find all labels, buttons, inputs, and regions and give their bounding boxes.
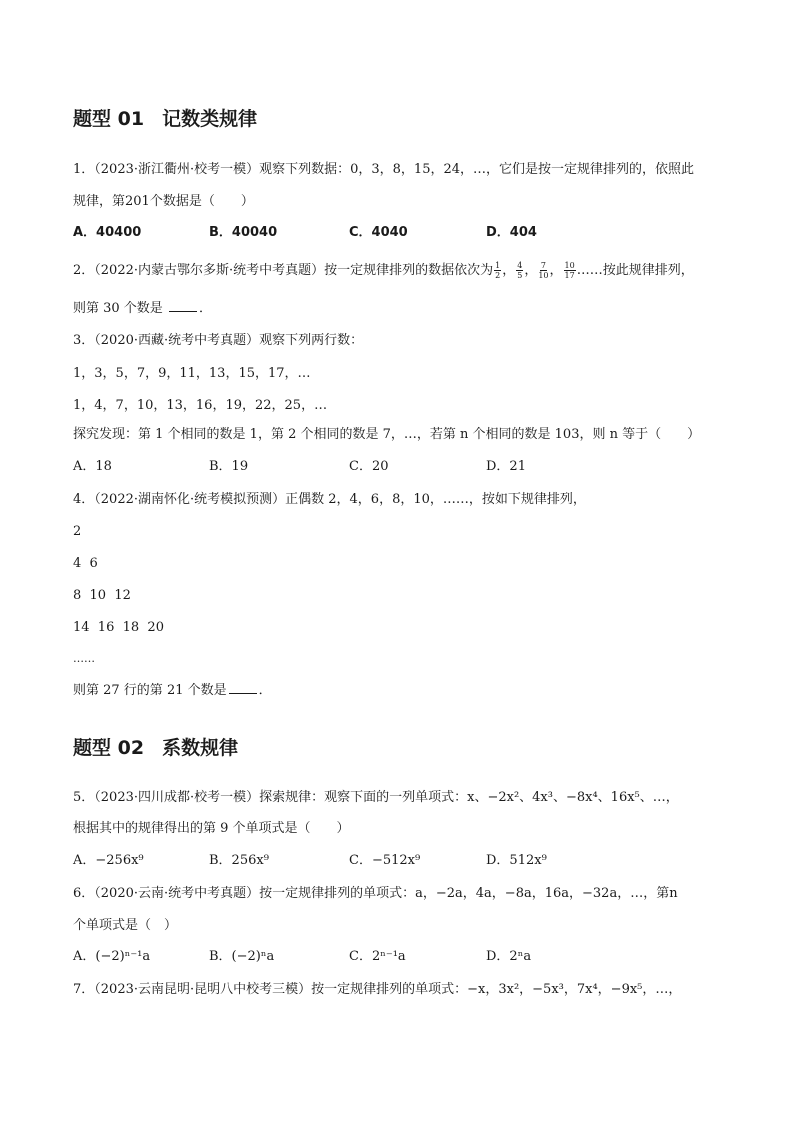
q5-line-1: 5．（2023·四川成都·校考一模）探索规律：观察下面的一列单项式：x、−2x²、4x³、−8x⁴、16x⁵、…， <box>73 790 679 805</box>
section-title: 记数类规律 <box>162 108 258 130</box>
q5-option-a: A．−256x⁹ <box>73 853 144 868</box>
q4-row: 8 10 12 <box>73 588 131 603</box>
fraction: $\frac{7}{10}$ <box>538 261 549 280</box>
answer-blank[interactable] <box>169 299 197 312</box>
period: ． <box>258 683 272 698</box>
q3-line-1: 3．（2020·西藏·统考中考真题）观察下列两行数： <box>73 333 364 348</box>
q6-line-1: 6．（2020·云南·统考中考真题）按一定规律排列的单项式：a，−2a，4a，−8a，16a，−32a，…，第n <box>73 886 678 901</box>
q2-prefix: 2．（2022·内蒙古鄂尔多斯·统考中考真题）按一定规律排列的数据依次为 <box>73 263 494 278</box>
q6-option-c: C．2ⁿ⁻¹a <box>349 949 406 964</box>
q4-row: 2 <box>73 524 82 539</box>
q4-row: 14 16 18 20 <box>73 620 164 635</box>
q5-line-2: 根据其中的规律得出的第 9 个单项式是（ ） <box>73 821 350 836</box>
q3-option-d: D．21 <box>486 459 526 474</box>
q1-option-b: B．40040 <box>209 225 278 240</box>
q4-last-text: 则第 27 行的第 21 个数是 <box>73 683 227 698</box>
q2-line-2-text: 则第 30 个数是 <box>73 301 163 316</box>
section-title: 系数规律 <box>162 737 239 759</box>
q1-option-c: C．4040 <box>349 225 408 240</box>
fraction: $\frac{1}{2}$ <box>495 261 501 280</box>
section-heading-2 <box>73 733 238 760</box>
q6-option-a: A．(−2)ⁿ⁻¹a <box>73 949 151 964</box>
q5-option-d: D．512x⁹ <box>486 853 547 868</box>
q6-line-2: 个单项式是（ ） <box>73 918 178 933</box>
q3-option-c: C．20 <box>349 459 389 474</box>
q7-line-1: 7．（2023·云南昆明·昆明八中校考三模）按一定规律排列的单项式：−x，3x²，−5x³，7x⁴，−9x⁵，…， <box>73 982 682 997</box>
q3-row-2: 1，4，7，10，13，16，19，22，25，… <box>73 398 328 413</box>
q2-suffix: ……按此规律排列， <box>576 263 694 278</box>
fraction: $\frac{10}{17}$ <box>564 261 575 280</box>
q4-row: 4 6 <box>73 556 98 571</box>
section-label: 题型 02 <box>73 737 145 759</box>
q4-line-1: 4．（2022·湖南怀化·统考模拟预测）正偶数 2，4，6，8，10，……，按如下规律排列， <box>73 492 586 507</box>
q4-last-line <box>73 681 272 700</box>
section-label: 题型 01 <box>73 108 145 130</box>
q3-row-1: 1，3，5，7，9，11，13，15，17，… <box>73 366 311 381</box>
q3-option-a: A．18 <box>73 459 112 474</box>
period: ． <box>198 301 212 316</box>
fraction: $\frac{4}{5}$ <box>517 261 523 280</box>
q6-option-b: B．(−2)ⁿa <box>209 949 275 964</box>
q1-option-a: A．40400 <box>73 225 142 240</box>
q1-option-d: D．404 <box>486 225 537 240</box>
q2-line-1: 2．（2022·内蒙古鄂尔多斯·统考中考真题）按一定规律排列的数据依次为 $\frac{1}{2}$ ， $\frac{4}{5}$ ， $\frac{7}{10}$ ， $\frac{10}{17}$ ……按此规律排列， <box>73 261 694 280</box>
section-heading-1 <box>73 104 257 131</box>
q5-option-b: B．256x⁹ <box>209 853 269 868</box>
q2-line-2 <box>73 299 212 318</box>
q5-option-c: C．−512x⁹ <box>349 853 421 868</box>
q4-row: …… <box>73 652 95 665</box>
q3-option-b: B．19 <box>209 459 249 474</box>
answer-blank[interactable] <box>229 681 257 694</box>
q1-line-2: 规律，第201个数据是（ ） <box>73 194 254 209</box>
q3-line-4: 探究发现：第 1 个相同的数是 1，第 2 个相同的数是 7，…，若第 n 个相同的数是 103，则 n 等于（ ） <box>73 427 701 442</box>
q1-line-1: 1．（2023·浙江衢州·校考一模）观察下列数据：0，3，8，15，24，…，它们是按一定规律排列的，依照此 <box>73 162 695 177</box>
q6-option-d: D．2ⁿa <box>486 949 532 964</box>
